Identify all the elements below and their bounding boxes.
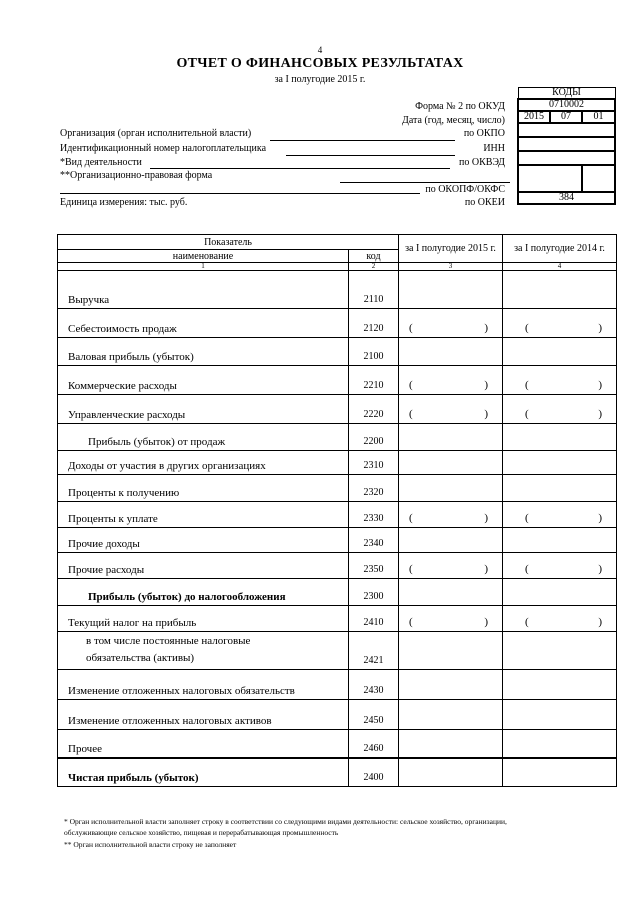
okopf-cell [518, 165, 582, 192]
page-number: 4 [317, 45, 323, 55]
row-name: Прочие расходы [58, 553, 349, 579]
org-label: Организация (орган исполнительной власти) [60, 128, 252, 139]
okei-code: 384 [518, 192, 615, 204]
activity-line [150, 168, 450, 169]
row-code: 2450 [349, 700, 399, 730]
value-2015 [399, 338, 503, 366]
paren-close: ) [598, 408, 603, 420]
org-line [270, 140, 455, 141]
row-code: 2330 [349, 502, 399, 528]
value-2014 [503, 553, 617, 579]
paren-open: ( [409, 379, 413, 391]
paren-close: ) [598, 563, 603, 575]
value-2014 [503, 451, 617, 475]
row-code: 2110 [349, 271, 399, 309]
value-2015 [399, 451, 503, 475]
row-name: в том числе постоянные налоговые обязательства (активы) [58, 632, 349, 670]
row-code: 2410 [349, 606, 399, 632]
activity-label: *Вид деятельности [60, 157, 142, 168]
row-code: 2350 [349, 553, 399, 579]
table-row [58, 579, 617, 606]
row-code: 2421 [349, 632, 399, 670]
value-2014 [503, 632, 617, 670]
unit-label: Единица измерения: тыс. руб. [60, 197, 188, 208]
paren-open: ( [409, 616, 413, 628]
row-code: 2300 [349, 579, 399, 606]
col-num-3: 3 [399, 263, 503, 271]
col-num-1: 1 [58, 263, 349, 271]
value-2014 [503, 700, 617, 730]
value-2015 [399, 502, 503, 528]
paren-close: ) [598, 322, 603, 334]
table-row [58, 502, 617, 528]
value-2015 [399, 424, 503, 451]
codes-box [517, 87, 616, 205]
table-row [58, 700, 617, 730]
row-name: Проценты к уплате [58, 502, 349, 528]
row-name: Прочие доходы [58, 528, 349, 553]
footnote-2: ** Орган исполнительной власти строку не заполняет [64, 840, 237, 849]
col-num-4: 4 [503, 263, 617, 271]
paren-close: ) [484, 616, 489, 628]
paren-close: ) [484, 379, 489, 391]
row-name: Управленческие расходы [58, 395, 349, 424]
table-row [58, 730, 617, 758]
col-num-2: 2 [349, 263, 399, 271]
paren-close: ) [598, 616, 603, 628]
value-2014 [503, 424, 617, 451]
row-code: 2320 [349, 475, 399, 502]
table-row [58, 366, 617, 395]
table-row [58, 606, 617, 632]
value-2014 [503, 606, 617, 632]
inn-cell [518, 137, 615, 151]
row-code: 2310 [349, 451, 399, 475]
paren-open: ( [409, 563, 413, 575]
paren-open: ( [525, 563, 529, 575]
legal-form-line-1 [340, 182, 510, 183]
report-period: за I полугодие 2015 г. [274, 74, 366, 85]
row-code: 2220 [349, 395, 399, 424]
header-indicator: Показатель [58, 235, 399, 250]
row-name: Проценты к получению [58, 475, 349, 502]
value-2015 [399, 758, 503, 787]
value-2015 [399, 395, 503, 424]
table-row [58, 475, 617, 502]
okopf-label: по ОКОПФ/ОКФС [425, 184, 505, 195]
row-name: Чистая прибыль (убыток) [58, 758, 349, 787]
value-2015 [399, 730, 503, 758]
header-code: код [349, 250, 399, 263]
value-2015 [399, 700, 503, 730]
value-2014 [503, 730, 617, 758]
okved-label: по ОКВЭД [459, 157, 505, 168]
date-year: 2015 [518, 111, 550, 123]
value-2015 [399, 670, 503, 700]
paren-open: ( [525, 408, 529, 420]
value-2015 [399, 606, 503, 632]
table-row [58, 395, 617, 424]
okfs-cell [582, 165, 615, 192]
row-name: Себестоимость продаж [58, 309, 349, 338]
value-2014 [503, 670, 617, 700]
row-name: Изменение отложенных налоговых обязательств [58, 670, 349, 700]
row-name: Прочее [58, 730, 349, 758]
footnote-1: * Орган исполнительной власти заполняет строку в соответствии со следующими видами деятельности: сельское хозяйство, организации, [64, 817, 507, 826]
value-2015 [399, 632, 503, 670]
row-name: Прибыль (убыток) от продаж [58, 424, 349, 451]
table-row [58, 758, 617, 787]
value-2014 [503, 309, 617, 338]
value-2014 [503, 758, 617, 787]
table-row [58, 632, 617, 670]
value-2015 [399, 579, 503, 606]
row-code: 2120 [349, 309, 399, 338]
paren-open: ( [525, 322, 529, 334]
report-title: ОТЧЕТ О ФИНАНСОВЫХ РЕЗУЛЬТАТАХ [176, 56, 464, 71]
value-2014 [503, 528, 617, 553]
table-row [58, 424, 617, 451]
paren-close: ) [484, 322, 489, 334]
table-row [58, 271, 617, 309]
paren-close: ) [598, 379, 603, 391]
value-2015 [399, 271, 503, 309]
table-row [58, 309, 617, 338]
paren-open: ( [409, 408, 413, 420]
paren-open: ( [525, 379, 529, 391]
row-name: Прибыль (убыток) до налогообложения [58, 579, 349, 606]
row-code: 2100 [349, 338, 399, 366]
row-name: Валовая прибыль (убыток) [58, 338, 349, 366]
legal-form-label: **Организационно-правовая форма [60, 170, 213, 181]
table-row [58, 451, 617, 475]
value-2015 [399, 309, 503, 338]
paren-open: ( [525, 616, 529, 628]
date-month: 07 [550, 111, 582, 123]
okpo-label: по ОКПО [463, 128, 505, 139]
paren-close: ) [598, 512, 603, 524]
inn-line [286, 155, 455, 156]
header-col-2014: за I полугодие 2014 г. [503, 235, 617, 263]
row-name: Доходы от участия в других организациях [58, 451, 349, 475]
okud-label: Форма № 2 по ОКУД [415, 101, 505, 112]
row-code: 2460 [349, 730, 399, 758]
row-name: Выручка [58, 271, 349, 309]
row-name: Коммерческие расходы [58, 366, 349, 395]
row-code: 2210 [349, 366, 399, 395]
value-2014 [503, 271, 617, 309]
paren-close: ) [484, 408, 489, 420]
financial-results-table [57, 234, 617, 787]
value-2014 [503, 366, 617, 395]
okud-code: 0710002 [518, 99, 615, 111]
table-row [58, 338, 617, 366]
okved-cell [518, 151, 615, 165]
okpo-cell [518, 123, 615, 137]
table-row [58, 528, 617, 553]
value-2015 [399, 553, 503, 579]
paren-close: ) [484, 563, 489, 575]
row-code: 2430 [349, 670, 399, 700]
paren-open: ( [409, 512, 413, 524]
footnote-1-cont: обслуживающие сельское хозяйство, пищевая и перерабатывающая промышленность [64, 828, 339, 837]
inn-label: Идентификационный номер налогоплательщика [60, 143, 267, 154]
date-day: 01 [582, 111, 615, 123]
date-label: Дата (год, месяц, число) [402, 115, 505, 126]
row-name: Текущий налог на прибыль [58, 606, 349, 632]
row-code: 2200 [349, 424, 399, 451]
value-2014 [503, 579, 617, 606]
table-row [58, 553, 617, 579]
value-2014 [503, 502, 617, 528]
row-code: 2400 [349, 758, 399, 787]
value-2014 [503, 395, 617, 424]
header-name: наименование [58, 250, 349, 263]
paren-open: ( [409, 322, 413, 334]
paren-close: ) [484, 512, 489, 524]
inn-code-label: ИНН [483, 143, 505, 154]
value-2014 [503, 338, 617, 366]
legal-form-line-2 [60, 193, 420, 194]
row-name: Изменение отложенных налоговых активов [58, 700, 349, 730]
okei-label: по ОКЕИ [464, 197, 505, 208]
value-2015 [399, 366, 503, 395]
paren-open: ( [525, 512, 529, 524]
row-code: 2340 [349, 528, 399, 553]
table-row [58, 670, 617, 700]
codes-header: КОДЫ [518, 88, 615, 100]
value-2015 [399, 528, 503, 553]
value-2015 [399, 475, 503, 502]
header-col-2015: за I полугодие 2015 г. [399, 235, 503, 263]
value-2014 [503, 475, 617, 502]
